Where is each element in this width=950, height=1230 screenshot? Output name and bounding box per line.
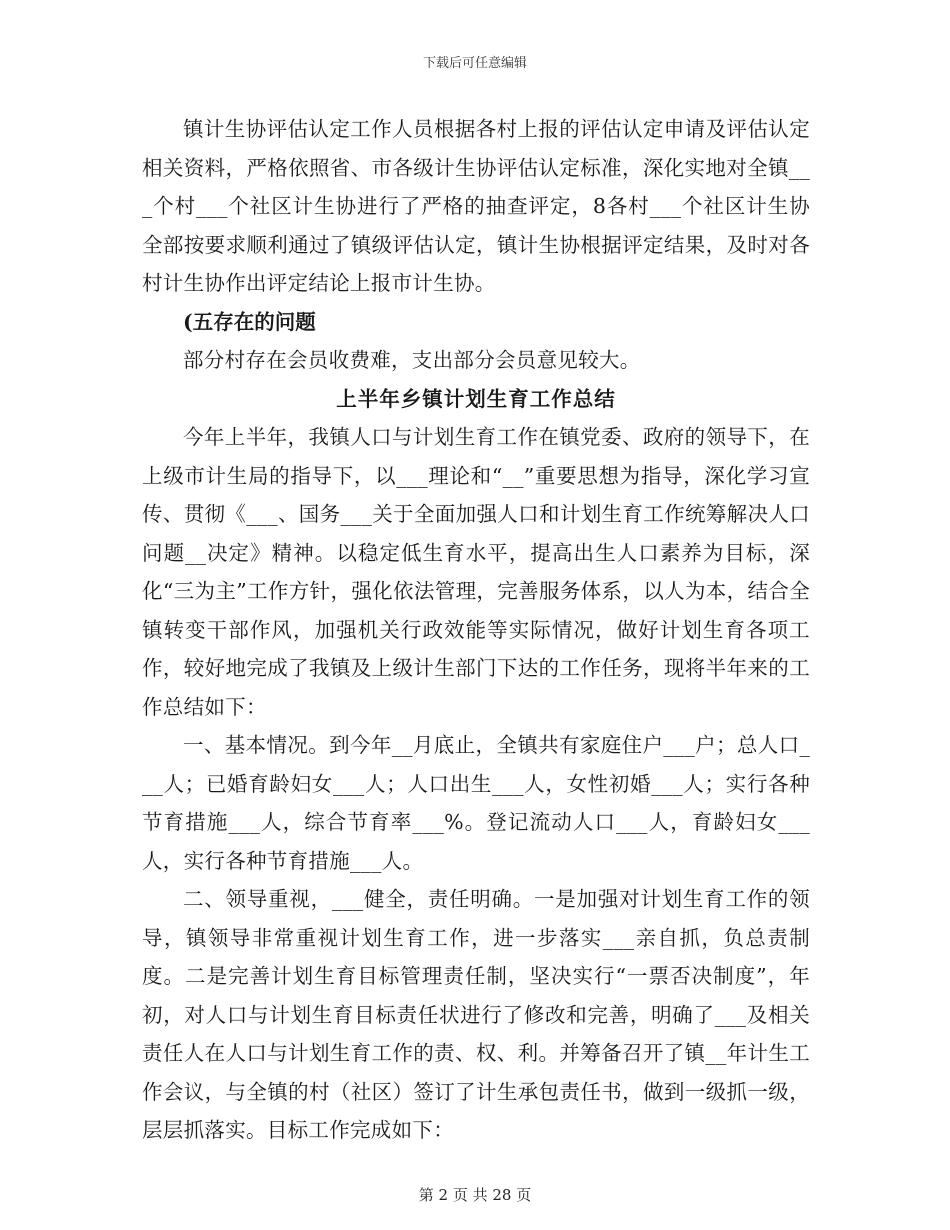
subheading-existing-problems: (五存在的问题 (183, 309, 316, 334)
document-body (142, 110, 810, 1150)
section-title: 上半年乡镇计划生育工作总结 (336, 386, 616, 411)
paragraph-leadership: 二、领导重视，___健全，责任明确。一是加强对计划生育工作的领导，镇领导非常重视计划生育工作，进一步落实___亲自抓，负总责制度。二是完善计划生育目标管理责任制，坚决实行“一票否决制度”，年初，对人口与计划生育目标责任状进行了修改和完善，明确了___及相关责任人在人口与计划生育工作的责、权、利。并筹备召开了镇__年计生工作会议，与全镇的村（社区）签订了计生承包责任书，做到一级抓一级，层层抓落实。目标工作完成如下： (142, 887, 810, 1142)
paragraph-problems: 部分村存在会员收费难，支出部分会员意见较大。 (183, 348, 641, 372)
paragraph-basic-situation: 一、基本情况。到今年__月底止，全镇共有家庭住户___户；总人口___人；已婚育龄妇女___人；人口出生___人，女性初婚___人；实行各种节育措施___人，综合节育率___%。登记流动人口___人，育龄妇女___人，实行各种节育措施___人。 (142, 733, 810, 873)
page-footer: 第 2 页 共 28 页 (418, 1186, 532, 1204)
page-header: 下载后可任意编辑 (422, 56, 527, 71)
paragraph-intro: 今年上半年，我镇人口与计划生育工作在镇党委、政府的领导下，在上级市计生局的指导下，以___理论和“__”重要思想为指导，深化学习宣传、贯彻《___、国务___关于全面加强人口和计划生育工作统筹解决人口问题__决定》精神。以稳定低生育水平，提高出生人口素养为目标，深化“三为主”工作方针，强化依法管理，完善服务体系，以人为本，结合全镇转变干部作风，加强机关行政效能等实际情况，做好计划生育各项工作，较好地完成了我镇及上级计生部门下达的工作任务，现将半年来的工作总结如下： (142, 425, 810, 719)
paragraph-assessment: 镇计生协评估认定工作人员根据各村上报的评估认定申请及评估认定相关资料，严格依照省、市各级计生协评估认定标准，深化实地对全镇___个村___个社区计生协进行了严格的抽查评定，8各村___个社区计生协全部按要求顺利通过了镇级评估认定，镇计生协根据评定结果，及时对各村计生协作出评定结论上报市计生协。 (142, 117, 810, 295)
